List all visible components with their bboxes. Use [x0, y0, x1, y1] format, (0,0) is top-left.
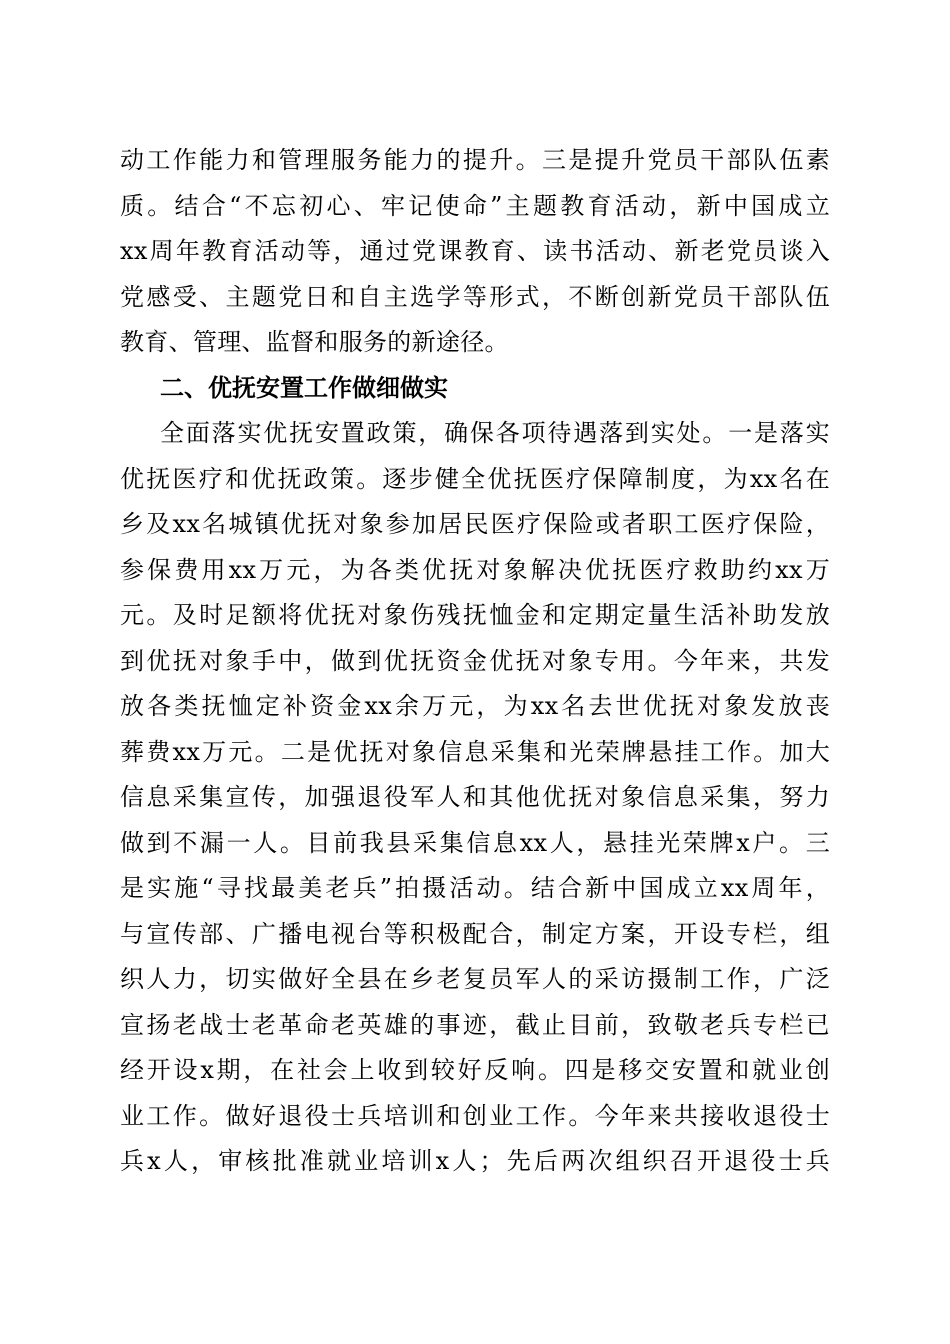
document-body [120, 138, 830, 1185]
text-line: 经开设x期，在社会上收到较好反响。四是移交安置和就业创 [120, 1056, 830, 1084]
text-line: xx周年教育活动等，通过党课教育、读书活动、新老党员谈入 [120, 237, 830, 265]
text-line: 做到不漏一人。目前我县采集信息xx人，悬挂光荣牌x户。三 [120, 828, 830, 857]
section-heading: 二、优抚安置工作做细做实 [160, 373, 448, 402]
text-line: 兵x人，审核批准就业培训x人；先后两次组织召开退役士兵 [120, 1147, 830, 1175]
text-line: 党感受、主题党日和自主选学等形式，不断创新党员干部队伍 [120, 282, 830, 311]
text-line: 信息采集宣传，加强退役军人和其他优抚对象信息采集，努力 [120, 783, 830, 811]
text-line: 业工作。做好退役士兵培训和创业工作。今年来共接收退役士 [120, 1101, 830, 1130]
text-line: 全面落实优抚安置政策，确保各项待遇落到实处。一是落实 [160, 419, 830, 447]
text-line: 元。及时足额将优抚对象伤残抚恤金和定期定量生活补助发放 [120, 601, 830, 629]
text-line: 放各类抚恤定补资金xx余万元，为xx名去世优抚对象发放丧 [120, 692, 830, 720]
paragraph-preferential-treatment [120, 411, 830, 1185]
text-line: 参保费用xx万元，为各类优抚对象解决优抚医疗救助约xx万 [120, 555, 830, 584]
text-line: 宣扬老战士老革命老英雄的事迹，截止目前，致敬老兵专栏已 [120, 1010, 830, 1039]
text-line: 是实施“寻找最美老兵”拍摄活动。结合新中国成立xx周年， [120, 874, 830, 902]
text-line: 动工作能力和管理服务能力的提升。三是提升党员干部队伍素 [120, 146, 830, 174]
text-line: 与宣传部、广播电视台等积极配合，制定方案，开设专栏，组 [120, 919, 830, 948]
text-line: 质。结合“不忘初心、牢记使命”主题教育活动，新中国成立 [120, 191, 830, 220]
text-line: 教育、管理、监督和服务的新途径。 [120, 328, 509, 356]
text-line: 到优抚对象手中，做到优抚资金优抚对象专用。今年来，共发 [120, 646, 830, 675]
text-line: 葬费xx万元。二是优抚对象信息采集和光荣牌悬挂工作。加大 [120, 737, 830, 766]
text-line: 织人力，切实做好全县在乡老复员军人的采访摄制工作，广泛 [120, 965, 830, 993]
text-line: 乡及xx名城镇优抚对象参加居民医疗保险或者职工医疗保险， [120, 510, 830, 538]
text-line: 优抚医疗和优抚政策。逐步健全优抚医疗保障制度，为xx名在 [120, 464, 830, 493]
paragraph-continuation [120, 138, 830, 366]
